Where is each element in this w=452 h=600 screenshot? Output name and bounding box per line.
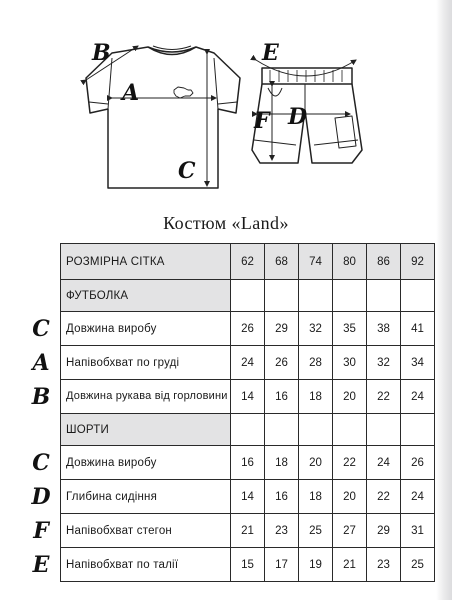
measurement-label: Напівобхват по талії [61, 548, 231, 582]
measurement-value: 23 [265, 514, 299, 548]
measurement-label: Довжина рукава від горловини [61, 380, 231, 414]
shorts-label-e: E [262, 40, 279, 66]
size-header-cell: 74 [299, 244, 333, 280]
section-row [61, 280, 435, 312]
size-header-row [61, 244, 435, 280]
row-letter: A [32, 349, 50, 376]
tshirt-drawing [86, 46, 240, 188]
title-name: Land [240, 213, 280, 233]
measurement-value: 26 [401, 446, 435, 480]
measurement-value: 24 [401, 480, 435, 514]
size-header-cell: 68 [265, 244, 299, 280]
title-close-quote: » [279, 213, 289, 233]
section-name: ФУТБОЛКА [61, 280, 231, 312]
size-header-cell: 86 [367, 244, 401, 280]
measurement-value: 29 [265, 312, 299, 346]
measurement-value: 35 [333, 312, 367, 346]
measurement-label: Напівобхват по груді [61, 346, 231, 380]
measurement-row [61, 480, 435, 514]
page-title [0, 213, 452, 234]
measurement-row [61, 346, 435, 380]
measurement-value: 22 [333, 446, 367, 480]
section-name: ШОРТИ [61, 414, 231, 446]
measurement-value: 22 [367, 480, 401, 514]
measurement-value: 21 [231, 514, 265, 548]
measurement-value: 24 [401, 380, 435, 414]
measurement-value: 18 [299, 480, 333, 514]
measurement-value: 32 [367, 346, 401, 380]
shorts-label-d: D [288, 104, 308, 130]
blank-cell [367, 414, 401, 446]
measurement-value: 19 [299, 548, 333, 582]
measurement-value: 16 [265, 380, 299, 414]
measurement-value: 41 [401, 312, 435, 346]
measurement-row [61, 380, 435, 414]
tshirt-label-a: A [122, 80, 140, 106]
row-letter: F [33, 517, 49, 544]
row-letter: B [31, 383, 51, 410]
blank-cell [299, 280, 333, 312]
title-prefix: Костюм [163, 213, 232, 233]
measurement-value: 25 [401, 548, 435, 582]
measurement-row [61, 312, 435, 346]
measurement-value: 31 [401, 514, 435, 548]
blank-cell [299, 414, 333, 446]
measurement-value: 23 [367, 548, 401, 582]
blank-cell [333, 414, 367, 446]
measurement-value: 26 [265, 346, 299, 380]
measurement-value: 27 [333, 514, 367, 548]
measurement-value: 29 [367, 514, 401, 548]
size-grid-label: РОЗМІРНА СІТКА [61, 244, 231, 280]
measurement-value: 22 [367, 380, 401, 414]
measurement-value: 14 [231, 380, 265, 414]
tshirt-measure-lines [86, 46, 216, 186]
measurement-label: Довжина виробу [61, 312, 231, 346]
measurement-label: Глибина сидіння [61, 480, 231, 514]
row-letter: E [32, 551, 50, 578]
measurement-value: 18 [265, 446, 299, 480]
measurement-value: 24 [231, 346, 265, 380]
measurement-value: 18 [299, 380, 333, 414]
measurement-value: 16 [265, 480, 299, 514]
measurement-value: 21 [333, 548, 367, 582]
measurement-value: 25 [299, 514, 333, 548]
title-open-quote: « [231, 213, 241, 233]
row-letter: C [32, 449, 50, 476]
garment-illustration [0, 0, 452, 205]
measurement-value: 20 [333, 480, 367, 514]
blank-cell [333, 280, 367, 312]
measurement-row [61, 514, 435, 548]
blank-cell [231, 414, 265, 446]
size-header-cell: 80 [333, 244, 367, 280]
measurement-label: Довжина виробу [61, 446, 231, 480]
measurement-value: 26 [231, 312, 265, 346]
tshirt-label-b: B [92, 40, 111, 66]
shorts-label-f: F [254, 108, 270, 134]
size-header-cell: 92 [401, 244, 435, 280]
size-table [60, 243, 435, 582]
measurement-value: 20 [333, 380, 367, 414]
row-letter: D [31, 483, 51, 510]
blank-cell [231, 280, 265, 312]
measurement-label: Напівобхват стегон [61, 514, 231, 548]
size-header-cell: 62 [231, 244, 265, 280]
blank-cell [367, 280, 401, 312]
measurement-value: 20 [299, 446, 333, 480]
section-row [61, 414, 435, 446]
measurement-value: 28 [299, 346, 333, 380]
measurement-value: 15 [231, 548, 265, 582]
blank-cell [265, 414, 299, 446]
measurement-value: 16 [231, 446, 265, 480]
blank-cell [265, 280, 299, 312]
measurement-row [61, 446, 435, 480]
tshirt-label-c: C [178, 158, 196, 184]
measurement-value: 30 [333, 346, 367, 380]
measurement-value: 32 [299, 312, 333, 346]
blank-cell [401, 414, 435, 446]
measurement-value: 17 [265, 548, 299, 582]
blank-cell [401, 280, 435, 312]
measurement-value: 34 [401, 346, 435, 380]
row-letter: C [32, 315, 50, 342]
measurement-value: 14 [231, 480, 265, 514]
measurement-row [61, 548, 435, 582]
page-edge-shadow [436, 0, 452, 600]
measurement-value: 38 [367, 312, 401, 346]
measurement-value: 24 [367, 446, 401, 480]
